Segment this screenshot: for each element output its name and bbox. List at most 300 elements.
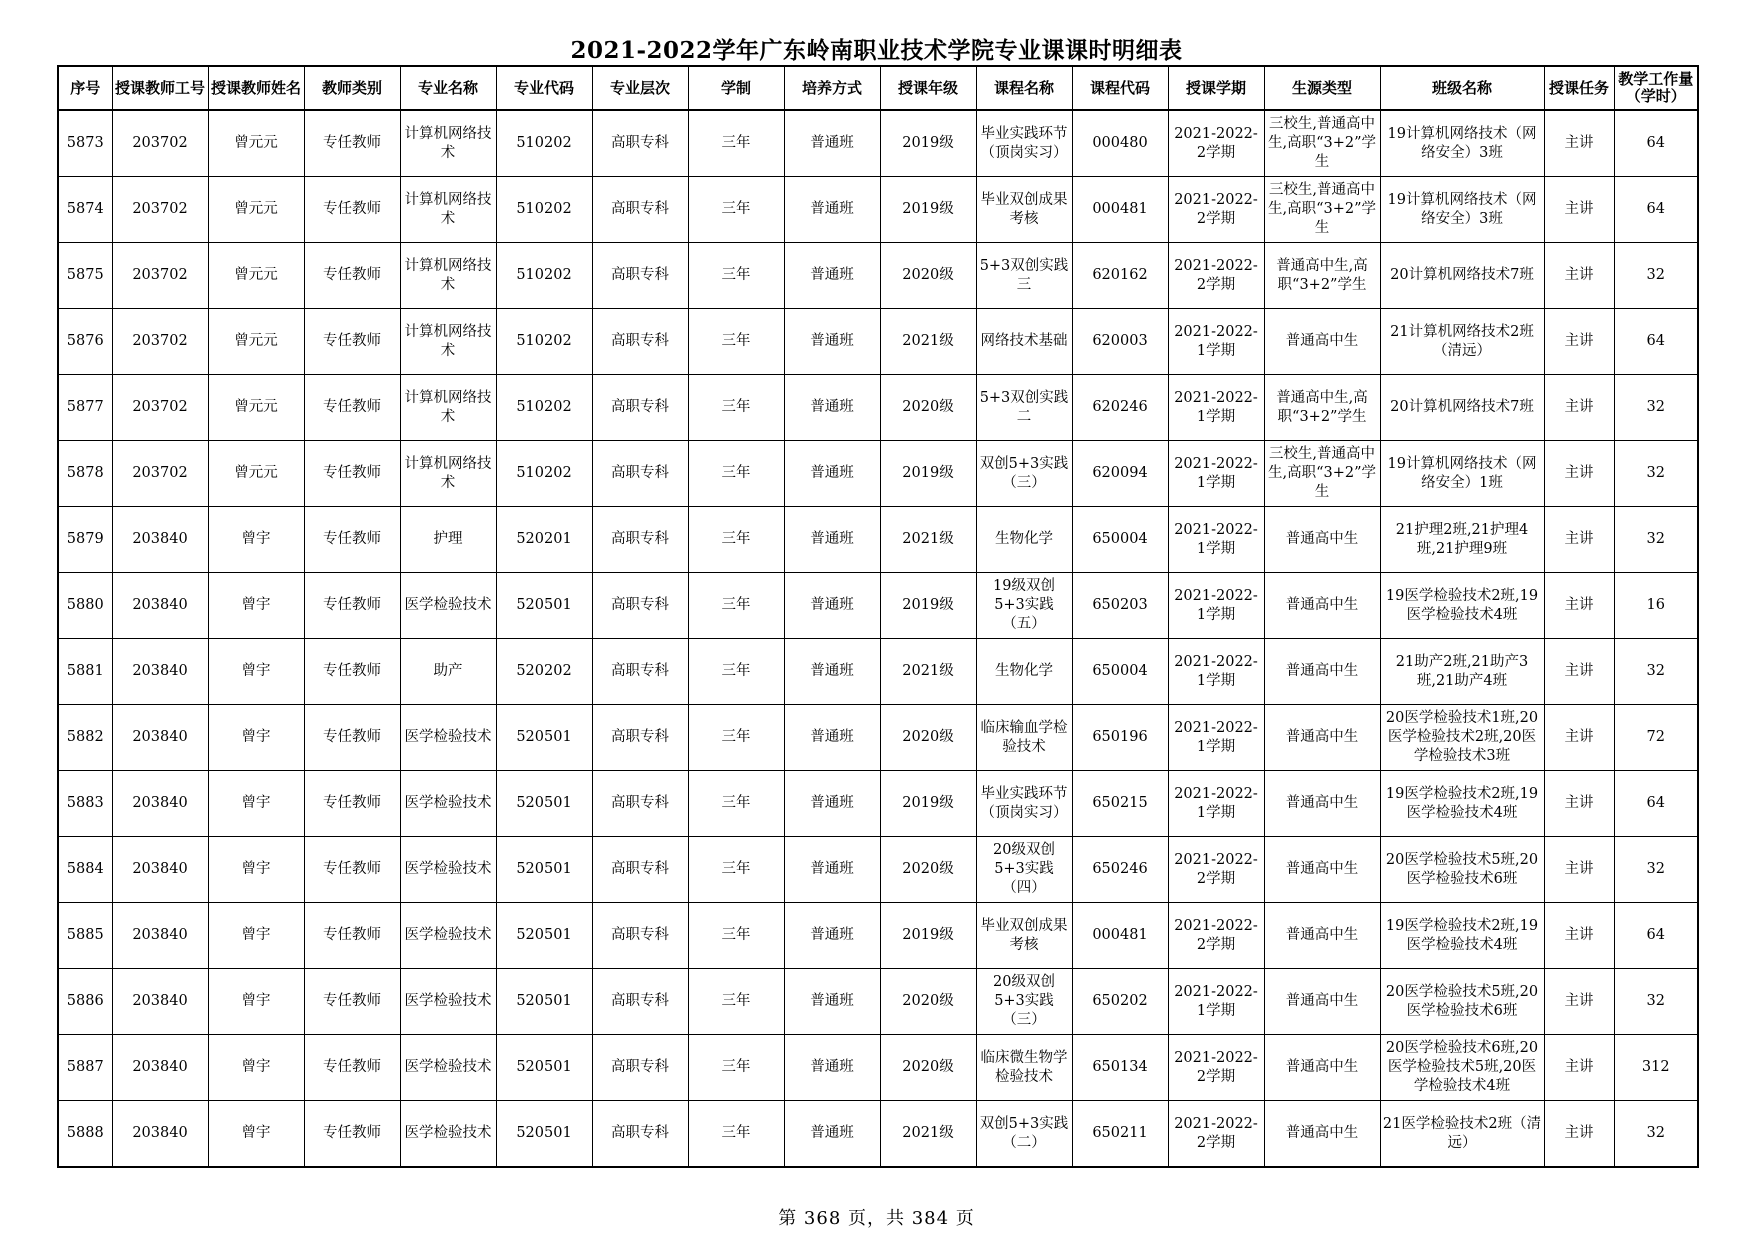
cell-text: 专任教师	[323, 927, 381, 943]
table-cell	[1544, 771, 1614, 837]
table-cell	[688, 375, 784, 441]
table-cell	[688, 705, 784, 771]
table-cell	[976, 375, 1072, 441]
table-cell	[58, 837, 112, 903]
cell-text: 520501	[516, 1059, 572, 1075]
table-cell	[208, 177, 304, 243]
cell-text: 20医学检验技术6班,20医学检验技术5班,20医学检验技术4班	[1385, 1040, 1539, 1094]
cell-text: 203840	[132, 1059, 188, 1075]
table-cell	[1168, 969, 1264, 1035]
table-cell	[1380, 573, 1544, 639]
cell-text: 520202	[516, 663, 572, 679]
cell-text: 三年	[721, 1059, 751, 1075]
table-cell	[688, 243, 784, 309]
table-row	[58, 243, 1698, 309]
cell-text: 2021-2022-1学期	[1174, 653, 1258, 689]
cell-text: 2021-2022-1学期	[1174, 521, 1258, 557]
table-cell	[592, 837, 688, 903]
table-cell	[1072, 969, 1168, 1035]
column-header: 专业名称	[400, 66, 496, 110]
table-cell	[58, 1101, 112, 1168]
table-row	[58, 441, 1698, 507]
cell-text: 520501	[516, 927, 572, 943]
table-cell	[112, 705, 208, 771]
table-cell	[58, 309, 112, 375]
cell-text: 2021-2022-2学期	[1174, 917, 1258, 953]
table-cell	[976, 573, 1072, 639]
table-cell	[112, 639, 208, 705]
cell-text: 2019级	[902, 927, 954, 943]
cell-text: 专任教师	[323, 531, 381, 547]
cell-text: 临床微生物学检验技术	[980, 1049, 1068, 1085]
table-cell	[304, 969, 400, 1035]
table-cell	[976, 639, 1072, 705]
cell-text: 专任教师	[323, 135, 381, 151]
cell-text: 520501	[516, 597, 572, 613]
table-cell	[112, 837, 208, 903]
table-cell	[496, 177, 592, 243]
cell-text: 16	[1646, 597, 1665, 613]
cell-text: 普通高中生	[1285, 597, 1359, 613]
table-cell	[1072, 441, 1168, 507]
table-cell	[58, 441, 112, 507]
cell-text: 19医学检验技术2班,19医学检验技术4班	[1385, 917, 1539, 953]
table-cell	[304, 837, 400, 903]
table-cell	[784, 573, 880, 639]
table-cell	[496, 837, 592, 903]
table-cell	[304, 441, 400, 507]
table-cell	[880, 705, 976, 771]
cell-text: 高职专科	[611, 729, 669, 745]
cell-text: 三年	[721, 663, 751, 679]
cell-text: 5885	[66, 927, 104, 943]
table-cell	[592, 705, 688, 771]
cell-text: 普通班	[810, 201, 854, 217]
cell-text: 计算机网络技术	[404, 191, 492, 227]
cell-text: 主讲	[1564, 1059, 1594, 1075]
table-cell	[400, 771, 496, 837]
cell-text: 三年	[721, 531, 751, 547]
table-cell	[1072, 1035, 1168, 1101]
table-cell	[1614, 1035, 1698, 1101]
table-cell	[1614, 507, 1698, 573]
table-cell	[1544, 507, 1614, 573]
table-row	[58, 705, 1698, 771]
cell-text: 普通高中生	[1285, 993, 1359, 1009]
cell-text: 曾宇	[241, 597, 271, 613]
cell-text: 000481	[1092, 927, 1148, 943]
cell-text: 高职专科	[611, 399, 669, 415]
table-cell	[1264, 375, 1380, 441]
table-cell	[304, 771, 400, 837]
cell-text: 计算机网络技术	[404, 455, 492, 491]
table-cell	[592, 177, 688, 243]
cell-text: 20医学检验技术5班,20医学检验技术6班	[1385, 983, 1539, 1019]
cell-text: 000480	[1092, 135, 1148, 151]
table-cell	[208, 573, 304, 639]
table-cell	[688, 507, 784, 573]
table-cell	[304, 573, 400, 639]
table-cell	[1264, 639, 1380, 705]
table-cell	[784, 705, 880, 771]
table-cell	[1380, 441, 1544, 507]
table-cell	[304, 639, 400, 705]
table-cell	[1072, 1101, 1168, 1168]
table-cell	[208, 1101, 304, 1168]
cell-text: 520501	[516, 861, 572, 877]
table-cell	[592, 771, 688, 837]
cell-text: 2021级	[902, 531, 954, 547]
cell-text: 普通班	[810, 267, 854, 283]
column-header: 序号	[58, 66, 112, 110]
cell-text: 2021-2022-2学期	[1174, 257, 1258, 293]
table-cell	[496, 110, 592, 177]
table-cell	[58, 969, 112, 1035]
table-cell	[1544, 441, 1614, 507]
table-cell	[784, 903, 880, 969]
cell-text: 高职专科	[611, 465, 669, 481]
table-cell	[1168, 177, 1264, 243]
cell-text: 主讲	[1564, 531, 1594, 547]
table-cell	[400, 1035, 496, 1101]
cell-text: 19计算机网络技术（网络安全）1班	[1387, 455, 1537, 491]
cell-text: 医学检验技术	[404, 795, 492, 811]
table-cell	[784, 1035, 880, 1101]
table-cell	[208, 969, 304, 1035]
cell-text: 5873	[66, 135, 104, 151]
table-cell	[1264, 177, 1380, 243]
table-cell	[304, 1101, 400, 1168]
table-cell	[400, 375, 496, 441]
cell-text: 650203	[1092, 597, 1148, 613]
table-cell	[496, 705, 592, 771]
column-header: 授课教师姓名	[208, 66, 304, 110]
cell-text: 2019级	[902, 201, 954, 217]
cell-text: 203840	[132, 597, 188, 613]
cell-text: 19级双创5+3实践（五）	[993, 578, 1055, 632]
cell-text: 2021-2022-1学期	[1174, 455, 1258, 491]
cell-text: 2019级	[902, 465, 954, 481]
cell-text: 203840	[132, 729, 188, 745]
table-row	[58, 573, 1698, 639]
cell-text: 620094	[1092, 465, 1148, 481]
table-cell	[1544, 243, 1614, 309]
table-cell	[592, 110, 688, 177]
table-cell	[208, 639, 304, 705]
cell-text: 主讲	[1564, 729, 1594, 745]
cell-text: 650215	[1092, 795, 1148, 811]
table-cell	[400, 573, 496, 639]
table-cell	[400, 441, 496, 507]
cell-text: 三年	[721, 465, 751, 481]
column-header: 学制	[688, 66, 784, 110]
table-cell	[1168, 441, 1264, 507]
cell-text: 520501	[516, 993, 572, 1009]
cell-text: 计算机网络技术	[404, 323, 492, 359]
table-cell	[784, 837, 880, 903]
cell-text: 普通班	[810, 333, 854, 349]
cell-text: 64	[1646, 135, 1665, 151]
table-cell	[1614, 837, 1698, 903]
table-cell	[112, 309, 208, 375]
table-cell	[1544, 639, 1614, 705]
table-cell	[1072, 110, 1168, 177]
cell-text: 专任教师	[323, 465, 381, 481]
cell-text: 曾元元	[234, 201, 278, 217]
cell-text: 000481	[1092, 201, 1148, 217]
table-cell	[208, 705, 304, 771]
table-cell	[592, 639, 688, 705]
cell-text: 203840	[132, 993, 188, 1009]
table-cell	[976, 243, 1072, 309]
cell-text: 203702	[132, 465, 188, 481]
cell-text: 主讲	[1564, 201, 1594, 217]
table-cell	[688, 771, 784, 837]
cell-text: 专任教师	[323, 993, 381, 1009]
table-cell	[208, 375, 304, 441]
column-header: 授课任务	[1544, 66, 1614, 110]
cell-text: 高职专科	[611, 861, 669, 877]
cell-text: 510202	[516, 201, 572, 217]
cell-text: 650134	[1092, 1059, 1148, 1075]
cell-text: 高职专科	[611, 597, 669, 613]
cell-text: 650004	[1092, 531, 1148, 547]
cell-text: 医学检验技术	[404, 993, 492, 1009]
table-cell	[1072, 309, 1168, 375]
cell-text: 普通班	[810, 135, 854, 151]
table-cell	[592, 309, 688, 375]
cell-text: 5874	[66, 201, 104, 217]
cell-text: 专任教师	[323, 597, 381, 613]
table-cell	[784, 375, 880, 441]
table-cell	[1264, 1101, 1380, 1168]
cell-text: 普通班	[810, 1059, 854, 1075]
cell-text: 医学检验技术	[404, 861, 492, 877]
cell-text: 2020级	[902, 267, 954, 283]
table-cell	[496, 1035, 592, 1101]
cell-text: 三年	[721, 201, 751, 217]
table-cell	[1264, 309, 1380, 375]
cell-text: 生物化学	[995, 663, 1053, 679]
table-cell	[1614, 903, 1698, 969]
cell-text: 普通班	[810, 663, 854, 679]
cell-text: 2019级	[902, 135, 954, 151]
cell-text: 普通班	[810, 993, 854, 1009]
cell-text: 203840	[132, 663, 188, 679]
table-cell	[784, 1101, 880, 1168]
table-row	[58, 110, 1698, 177]
table-cell	[1544, 705, 1614, 771]
cell-text: 网络技术基础	[980, 333, 1068, 349]
cell-text: 64	[1646, 201, 1665, 217]
cell-text: 普通班	[810, 465, 854, 481]
table-cell	[400, 1101, 496, 1168]
table-cell	[1380, 903, 1544, 969]
cell-text: 普通高中生	[1285, 1125, 1359, 1141]
table-cell	[976, 110, 1072, 177]
table-cell	[304, 903, 400, 969]
table-cell	[1380, 507, 1544, 573]
table-cell	[1168, 639, 1264, 705]
table-row	[58, 837, 1698, 903]
cell-text: 203702	[132, 201, 188, 217]
cell-text: 32	[1646, 267, 1665, 283]
table-cell	[400, 243, 496, 309]
table-cell	[1168, 375, 1264, 441]
table-cell	[880, 177, 976, 243]
table-cell	[880, 243, 976, 309]
table-cell	[1072, 837, 1168, 903]
cell-text: 双创5+3实践（二）	[979, 1115, 1069, 1151]
table-row	[58, 309, 1698, 375]
cell-text: 32	[1646, 1125, 1665, 1141]
table-cell	[592, 375, 688, 441]
table-cell	[1072, 507, 1168, 573]
cell-text: 650246	[1092, 861, 1148, 877]
column-header: 班级名称	[1380, 66, 1544, 110]
cell-text: 主讲	[1564, 267, 1594, 283]
cell-text: 20计算机网络技术7班	[1390, 399, 1534, 415]
cell-text: 三年	[721, 927, 751, 943]
cell-text: 5876	[66, 333, 104, 349]
table-cell	[208, 837, 304, 903]
cell-text: 助产	[433, 663, 463, 679]
column-header: 培养方式	[784, 66, 880, 110]
cell-text: 普通高中生,高职“3+2”学生	[1276, 389, 1368, 425]
cell-text: 2021-2022-1学期	[1174, 323, 1258, 359]
cell-text: 主讲	[1564, 597, 1594, 613]
cell-text: 2021-2022-1学期	[1174, 587, 1258, 623]
table-cell	[400, 110, 496, 177]
table-cell	[592, 507, 688, 573]
column-header: 专业代码	[496, 66, 592, 110]
cell-text: 20级双创5+3实践（四）	[993, 842, 1055, 896]
table-cell	[688, 903, 784, 969]
cell-text: 毕业实践环节（顶岗实习）	[980, 785, 1068, 821]
table-cell	[880, 573, 976, 639]
table-cell	[496, 243, 592, 309]
table-cell	[784, 771, 880, 837]
table-header-row	[58, 66, 1698, 110]
cell-text: 2021-2022-2学期	[1174, 1115, 1258, 1151]
table-cell	[112, 243, 208, 309]
table-cell	[208, 507, 304, 573]
cell-text: 32	[1646, 531, 1665, 547]
table-cell	[1072, 243, 1168, 309]
column-header: 教师类别	[304, 66, 400, 110]
cell-text: 64	[1646, 927, 1665, 943]
cell-text: 三校生,普通高中生,高职“3+2”学生	[1267, 116, 1377, 170]
table-row	[58, 177, 1698, 243]
cell-text: 510202	[516, 333, 572, 349]
cell-text: 普通高中生	[1285, 729, 1359, 745]
cell-text: 专任教师	[323, 201, 381, 217]
cell-text: 32	[1646, 399, 1665, 415]
table-cell	[1168, 837, 1264, 903]
table-cell	[1168, 705, 1264, 771]
cell-text: 医学检验技术	[404, 729, 492, 745]
table-cell	[976, 837, 1072, 903]
table-cell	[1380, 639, 1544, 705]
column-header: 课程名称	[976, 66, 1072, 110]
table-cell	[1544, 969, 1614, 1035]
cell-text: 5880	[66, 597, 104, 613]
table-cell	[1264, 837, 1380, 903]
cell-text: 三年	[721, 729, 751, 745]
table-cell	[1380, 177, 1544, 243]
cell-text: 72	[1646, 729, 1665, 745]
cell-text: 650004	[1092, 663, 1148, 679]
cell-text: 5887	[66, 1059, 104, 1075]
table-cell	[1380, 375, 1544, 441]
cell-text: 主讲	[1564, 333, 1594, 349]
cell-text: 19医学检验技术2班,19医学检验技术4班	[1385, 587, 1539, 623]
table-cell	[400, 705, 496, 771]
cell-text: 普通高中生	[1285, 333, 1359, 349]
table-cell	[592, 903, 688, 969]
table-cell	[496, 375, 592, 441]
cell-text: 专任教师	[323, 267, 381, 283]
table-cell	[1614, 110, 1698, 177]
table-cell	[880, 309, 976, 375]
cell-text: 2019级	[902, 597, 954, 613]
table-cell	[1614, 573, 1698, 639]
table-cell	[58, 573, 112, 639]
cell-text: 2020级	[902, 993, 954, 1009]
cell-text: 高职专科	[611, 135, 669, 151]
cell-text: 主讲	[1564, 1125, 1594, 1141]
column-header: 课程代码	[1072, 66, 1168, 110]
cell-text: 三年	[721, 267, 751, 283]
table-cell	[880, 969, 976, 1035]
table-row	[58, 1035, 1698, 1101]
table-cell	[112, 969, 208, 1035]
table-cell	[208, 903, 304, 969]
table-cell	[1544, 375, 1614, 441]
table-cell	[1614, 375, 1698, 441]
cell-text: 32	[1646, 993, 1665, 1009]
cell-text: 2020级	[902, 729, 954, 745]
table-cell	[1168, 1035, 1264, 1101]
cell-text: 203702	[132, 267, 188, 283]
table-cell	[496, 771, 592, 837]
cell-text: 普通班	[810, 531, 854, 547]
table-cell	[1544, 837, 1614, 903]
cell-text: 三校生,普通高中生,高职“3+2”学生	[1267, 446, 1377, 500]
cell-text: 曾宇	[241, 663, 271, 679]
table-cell	[304, 705, 400, 771]
table-row	[58, 1101, 1698, 1168]
table-cell	[592, 1035, 688, 1101]
table-cell	[1072, 573, 1168, 639]
table-cell	[304, 309, 400, 375]
cell-text: 三年	[721, 135, 751, 151]
cell-text: 520501	[516, 1125, 572, 1141]
cell-text: 高职专科	[611, 1125, 669, 1141]
cell-text: 主讲	[1564, 861, 1594, 877]
table-cell	[112, 1101, 208, 1168]
cell-text: 普通高中生	[1285, 795, 1359, 811]
cell-text: 21护理2班,21护理4班,21护理9班	[1395, 521, 1529, 557]
table-cell	[112, 903, 208, 969]
cell-text: 650196	[1092, 729, 1148, 745]
table-cell	[1168, 1101, 1264, 1168]
table-cell	[1168, 573, 1264, 639]
table-cell	[1544, 1101, 1614, 1168]
table-cell	[1168, 110, 1264, 177]
course-hours-table	[57, 65, 1699, 1168]
table-cell	[400, 969, 496, 1035]
